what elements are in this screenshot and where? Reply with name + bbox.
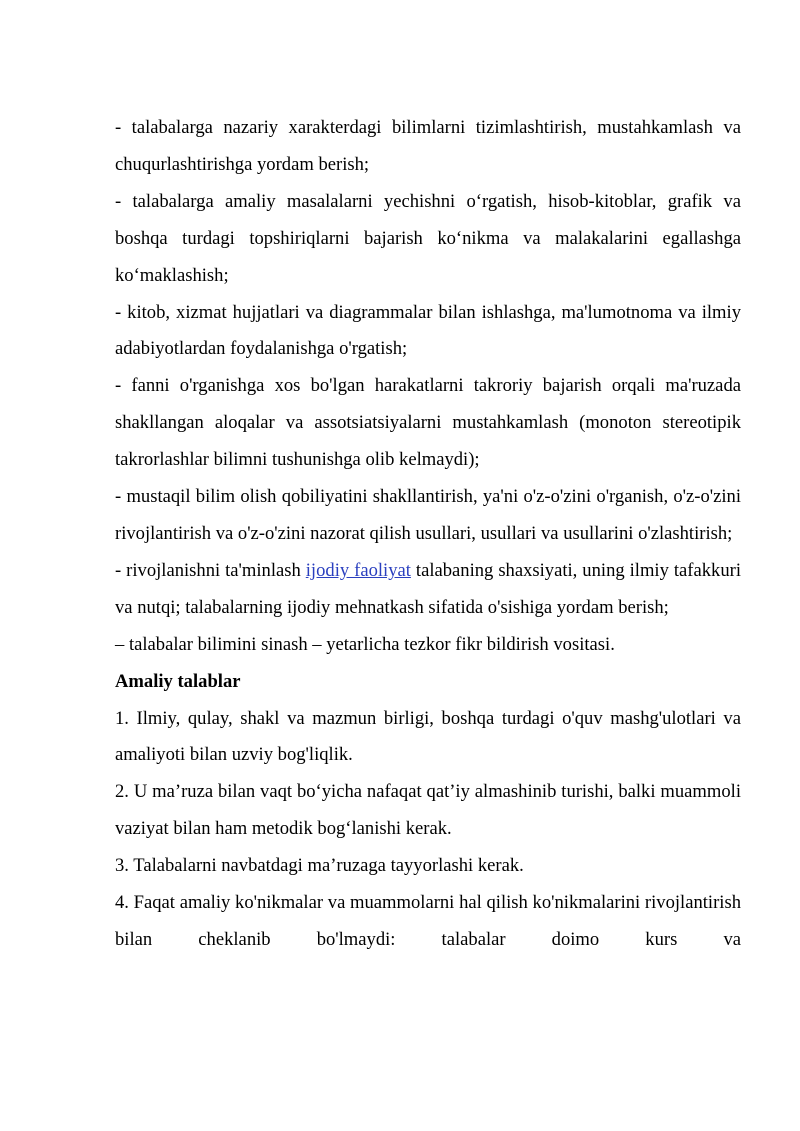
goal-paragraph-with-link xyxy=(115,553,741,627)
ijodiy-faoliyat-link[interactable]: ijodiy faoliyat xyxy=(305,559,411,581)
requirement-item: 1. Ilmiy, qulay, shakl va mazmun birligi, boshqa turdagi o'quv mashg'ulotlari va amaliyoti bilan uzviy bog'liqlik. xyxy=(115,707,741,766)
document-page xyxy=(115,110,741,959)
goal-paragraph: - fanni o'rganishga xos bo'lgan harakatlarni takroriy bajarish orqali ma'ruzada shakllangan aloqalar va assotsiatsiyalarni mustahkamlash (monoton stereotipik takrorlashlar bilimni tushunishga olib kelmaydi); xyxy=(115,375,741,471)
requirement-item: 2. U ma’ruza bilan vaqt bo‘yicha nafaqat qat’iy almashinib turishi, balki muammoli vaziyat bilan ham metodik bog‘lanishi kerak. xyxy=(115,781,741,840)
paragraph-text: talabaning shaxsiyati, uning ilmiy tafakkuri va nutqi; talabalarning ijodiy mehnatkash sifatida o'sishiga yordam berish; xyxy=(115,559,741,618)
section-heading: Amaliy talablar xyxy=(115,670,241,692)
paragraph-text: - rivojlanishni ta'minlash xyxy=(115,559,306,581)
goal-paragraph: - mustaqil bilim olish qobiliyatini shakllantirish, ya'ni o'z-o'zini o'rganish, o'z-o'zini rivojlantirish va o'z-o'zini nazorat qilish usullari, usullari va usullarini o'zlashtirish; xyxy=(115,486,741,544)
closing-line: – talabalar bilimini sinash – yetarlicha tezkor fikr bildirish vositasi. xyxy=(115,633,615,655)
goal-paragraph: - talabalarga amaliy masalalarni yechishni o‘rgatish, hisob-kitoblar, grafik va boshqa turdagi topshiriqlarni bajarish ko‘nikma va malakalarini egallashga ko‘maklashish; xyxy=(115,190,741,286)
requirement-item: 3. Talabalarni navbatdagi ma’ruzaga tayyorlashi kerak. xyxy=(115,855,524,877)
goal-paragraph: - talabalarga nazariy xarakterdagi bilimlarni tizimlashtirish, mustahkamlash va chuqurlashtirishga yordam berish; xyxy=(115,117,741,175)
requirement-item: 4. Faqat amaliy ko'nikmalar va muammolarni hal qilish ko'nikmalarini rivojlantirish bilan cheklanib bo'lmaydi: talabalar doimo kurs va xyxy=(115,892,741,950)
goal-paragraph: - kitob, xizmat hujjatlari va diagrammalar bilan ishlashga, ma'lumotnoma va ilmiy adabiyotlardan foydalanishga o'rgatish; xyxy=(115,301,741,360)
